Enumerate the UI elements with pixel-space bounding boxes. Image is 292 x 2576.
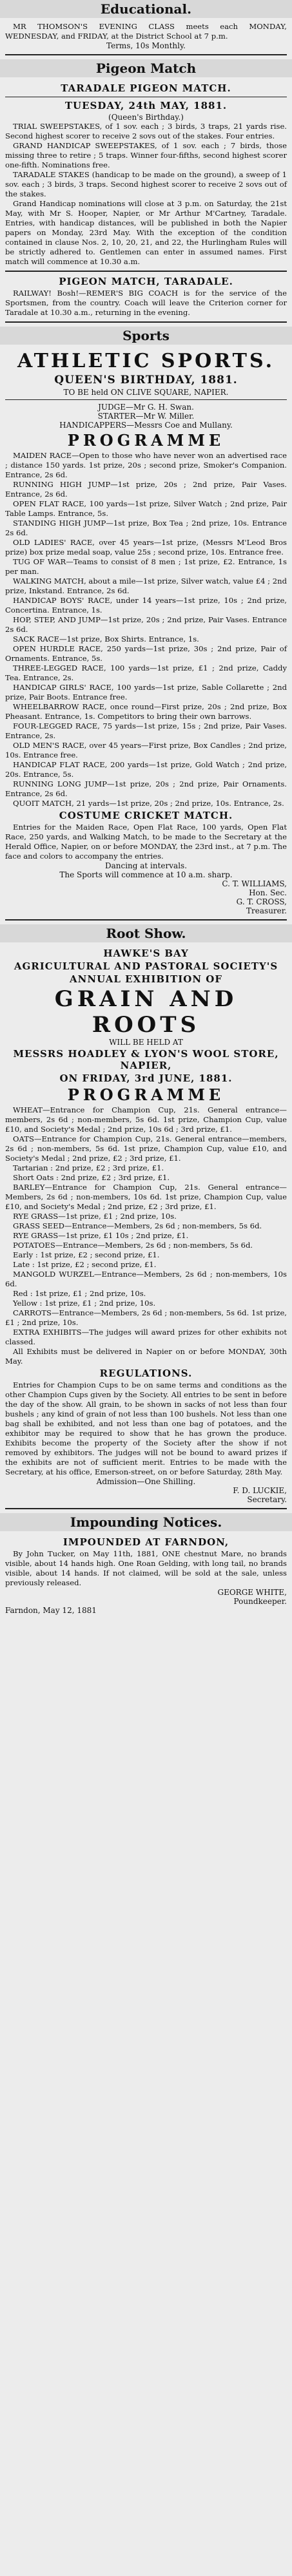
event-item: TUG OF WAR—Teams to consist of 8 men ; 1st prize, £2. Entrance, 1s per man. [5, 557, 287, 576]
class-item: OATS—Entrance for Champion Cup, 21s. General entrance—members, 2s 6d ; non-members, 5s 6d. 1st prize, Champion Cup, value £10, and Society's Medal ; 2nd prize, £2 ; 3rd prize, £1. [5, 1134, 287, 1163]
taradale-title: TARADALE PIGEON MATCH. [61, 82, 231, 94]
class-item: RYE GRASS—1st prize, £1 10s ; 2nd prize, £1. [13, 1231, 189, 1240]
impound-band: Impounding Notices. [0, 1513, 292, 1531]
pigeon-band: Pigeon Match [0, 59, 292, 77]
sig-white: GEORGE WHITE, [217, 1588, 287, 1597]
taradale-note: (Queen's Birthday.) [108, 113, 184, 122]
athletic-held: TO BE held ON CLIVE SQUARE, NAPIER. [63, 388, 229, 397]
commence: The Sports will commence at 10 a.m. sharp. [59, 870, 233, 879]
event-item: HANDICAP FLAT RACE, 200 yards—1st prize, Gold Watch ; 2nd prize, 20s. Entrance, 5s. [5, 760, 287, 779]
grand-handicap: GRAND HANDICAP SWEEPSTAKES, of 1 sov. each ; 7 birds, those missing three to retire ; 5 traps. Winner four-fifths, second highest scorer one-fifth. Nominations free. [5, 141, 287, 169]
class-item: Yellow : 1st prize, £1 ; 2nd prize, 10s. [13, 1299, 156, 1308]
event-item: RUNNING LONG JUMP—1st prize, 20s ; 2nd prize, Pair Ornaments. Entrance, 2s 6d. [5, 779, 287, 798]
starter: STARTER—Mr W. Miller. [97, 412, 195, 421]
event-item: FOUR-LEGGED RACE, 75 yards—1st prize, 15s ; 2nd prize, Pair Vases. Entrance, 2s. [5, 721, 287, 740]
event-item: OLD LADIES' RACE, over 45 years—1st prize, (Messrs M'Leod Bros prize) box prize medal soap, value 25s ; second prize, 10s. Entrance free. [5, 538, 287, 557]
class-item: POTATOES—Entrance—Members, 2s 6d ; non-members, 5s 6d. [13, 1241, 253, 1250]
class-item: BARLEY—Entrance for Champion Cup, 21s. General entrance—Members, 2s 6d ; non-members, 10s 6d. 1st prize, Champion Cup, value £10, and Society's Medal ; 2nd prize, £2 ; 3rd prize, £1. [5, 1183, 287, 1211]
sig-williams: C. T. WILLIAMS, [222, 879, 287, 888]
class-item: Late : 1st prize, £2 ; second prize, £1. [13, 1260, 157, 1269]
educational-band: Educational. [0, 0, 292, 18]
taradale-date: TUESDAY, 24th MAY, 1881. [64, 100, 228, 111]
sig-cross: G. T. CROSS, [236, 897, 287, 906]
class-item: WHEAT—Entrance for Champion Cup, 21s. General entrance—members, 2s 6d ; non-members, 5s 6d. 1st prize, Champion Cup, value £10, and Society's Medal ; 2nd prize, 10s 6d ; 3rd prize, £1. [5, 1105, 287, 1134]
event-item: WHEELBARROW RACE, once round—First prize, 20s ; 2nd prize, Box Pheasant. Entrance, 1s. Competitors to bring their own barrows. [5, 702, 287, 721]
event-item: THREE-LEGGED RACE, 100 yards—1st prize, £1 ; 2nd prize, Caddy Tea. Entrance, 2s. [5, 663, 287, 682]
event-item: WALKING MATCH, about a mile—1st prize, Silver watch, value £4 ; 2nd prize, Inkstand. Entrance, 2s 6d. [5, 577, 287, 595]
dancing: Dancing at intervals. [104, 861, 188, 870]
event-item: HANDICAP BOYS' RACE, under 14 years—1st prize, 10s ; 2nd prize, Concertina. Entrance, 1s. [5, 596, 287, 615]
class-item: All Exhibits must be delivered in Napier on or before MONDAY, 30th May. [5, 1347, 287, 1366]
class-item: Tartarian : 2nd prize, £2 ; 3rd prize, £1. [13, 1163, 164, 1172]
root-title2: AGRICULTURAL AND PASTORAL SOCIETY'S [14, 960, 278, 972]
root-title1: HAWKE'S BAY [103, 948, 189, 959]
event-item: MAIDEN RACE—Open to those who have never won an advertised race ; distance 150 yards. 1st prize, 20s ; second prize, Smoker's Companion. Entrance, 2s 6d. [5, 451, 287, 479]
pigeon-taradale-title: PIGEON MATCH, TARADALE. [59, 276, 233, 287]
event-item: SACK RACE—1st prize, Box Shirts. Entrance, 1s. [13, 634, 199, 644]
trial-sweepstakes: TRIAL SWEEPSTAKES, of 1 sov. each ; 3 birds, 3 traps, 21 yards rise. Second highest scorer to receive 2 sovs out of the stakes. Four entries. [5, 122, 287, 140]
evening-class-text: MR THOMSON'S EVENING CLASS meets each MONDAY, WEDNESDAY, and FRIDAY, at the District School at 7 p.m. [5, 22, 287, 41]
sports-band: Sports [0, 327, 292, 345]
regs-text: Entries for Champion Cups to be on same terms and conditions as the other Champion Cups given by the Society. All entries to be sent in before the day of the show. All grain, to be shown in sacks of not less than four bushels ; any kind of grain of not less than 100 bushels. Not less than one bag shall be exhibited, and not less than one bag of potatoes, and the exhibitor may be required to show that he has grown the produce. Exhibits become the property of the Society after the show if not removed by exhibitors. The judges will not be bound to award prizes if the exhibits are not of sufficient merit. Entries to be made with the Secretary, at his office, Emerson-street, on or before Saturday, 28th May. [5, 1380, 287, 1476]
athletic-programme: PROGRAMME [67, 431, 225, 450]
coach-text: RAILWAY! Bosh!—REMER'S BIG COACH is for the service of the Sportsmen, from the country. Coach will leave the Criterion corner for Taradale at 10.30 a.m., returning in the evening. [5, 289, 287, 317]
class-item: Red : 1st prize, £1 ; 2nd prize, 10s. [13, 1289, 146, 1298]
sig-cross-role: Treasurer. [246, 906, 287, 915]
root-band: Root Show. [0, 924, 292, 942]
event-item: HANDICAP GIRLS' RACE, 100 yards—1st prize, Sable Collarette ; 2nd prize, Pair Boots. Entrance free. [5, 683, 287, 701]
admission: Admission—One Shilling. [96, 1477, 196, 1486]
class-list [5, 1105, 287, 1366]
sig-williams-role: Hon. Sec. [249, 888, 287, 897]
costume-cricket: COSTUME CRICKET MATCH. [59, 810, 233, 821]
event-item: QUOIT MATCH, 21 yards—1st prize, 20s ; 2nd prize, 10s. Entrance, 2s. [13, 799, 284, 808]
sig-white-role: Poundkeeper. [233, 1597, 287, 1606]
root-title3: ANNUAL EXHIBITION OF [70, 973, 222, 985]
root-date: ON FRIDAY, 3rd JUNE, 1881. [59, 1073, 233, 1084]
impound-title: IMPOUNDED AT FARNDON, [63, 1536, 229, 1548]
class-item: MANGOLD WURZEL—Entrance—Members, 2s 6d ; non-members, 10s 6d. [5, 1270, 287, 1288]
root-programme: PROGRAMME [67, 1085, 225, 1104]
class-item: CARROTS—Entrance—Members, 2s 6d ; non-members, 5s 6d. 1st prize, £1 ; 2nd prize, 10s. [5, 1308, 287, 1327]
class-item: Early : 1st prize, £2 ; second prize, £1. [13, 1250, 160, 1259]
taradale-stakes: TARADALE STAKES (handicap to be made on the ground), a sweep of 1 sov. each ; 3 birds, 3 traps. Second highest scorer to receive 2 sovs out of the stakes. [5, 170, 287, 198]
event-item: HOP, STEP, AND JUMP—1st prize, 20s ; 2nd prize, Pair Vases. Entrance 2s 6d. [5, 615, 287, 634]
class-item: EXTRA EXHIBITS—The judges will award prizes for other exhibits not classed. [5, 1328, 287, 1346]
event-item: STANDING HIGH JUMP—1st prize, Box Tea ; 2nd prize, 10s. Entrance 2s 6d. [5, 519, 287, 537]
athletic-title: ATHLETIC SPORTS. [17, 350, 275, 372]
root-held: WILL BE HELD AT [109, 1038, 183, 1047]
event-item: RUNNING HIGH JUMP—1st prize, 20s ; 2nd prize, Pair Vases. Entrance, 2s 6d. [5, 480, 287, 499]
taradale-entries: Grand Handicap nominations will close at 3 p.m. on Saturday, the 21st May, with Mr S. Hooper, Napier, or Mr Arthur M'Cartney, Taradale. Entries, with handicap distances, will be published in both the Napier papers on Monday, 23rd May. With the exception of the condition contained in clause Nos. 2, 10, 20, 21, and 22, the Hurlingham Rules will be strictly adhered to. Gentlemen can enter in assumed names. First match will commence at 10.30 a.m. [5, 199, 287, 266]
judge: JUDGE—Mr G. H. Swan. [98, 403, 194, 412]
sig-luckie: F. D. LUCKIE, [233, 1486, 287, 1495]
event-item: OPEN HURDLE RACE, 250 yards—1st prize, 30s ; 2nd prize, Pair of Ornaments. Entrance, 5s. [5, 644, 287, 663]
class-item: RYE GRASS—1st prize, £1 ; 2nd prize, 10s. [13, 1212, 177, 1221]
class-item: GRASS SEED—Entrance—Members, 2s 6d ; non-members, 5s 6d. [13, 1221, 262, 1230]
event-list [5, 451, 287, 808]
event-item: OPEN FLAT RACE, 100 yards—1st prize, Silver Watch ; 2nd prize, Pair Table Lamps. Entrance, 5s. [5, 499, 287, 518]
impound-text: By John Tucker, on May 11th, 1881, ONE chestnut Mare, no brands visible, about 14 hands high. One Roan Gelding, with long tail, no brands visible, about 14 hands. If not claimed, will be sold at the sale, unless previously released. [5, 1549, 287, 1587]
impound-date: Farndon, May 12, 1881 [5, 1606, 97, 1615]
class-item: Short Oats : 2nd prize, £2 ; 3rd prize, £1. [13, 1173, 170, 1182]
athletic-date: QUEEN'S BIRTHDAY, 1881. [54, 374, 238, 386]
sig-luckie-role: Secretary. [247, 1495, 287, 1504]
grain-roots: GRAIN AND ROOTS [54, 986, 238, 1038]
athletic-footer: Entries for the Maiden Race, Open Flat Race, 100 yards, Open Flat Race, 250 yards, and Walking Match, to be made to the Secretary at the Herald Office, Napier, on or before MONDAY, the 23rd inst., at 7 p.m. The face and colors to accompany the entries. [5, 823, 287, 861]
handicappers: HANDICAPPERS—Messrs Coe and Mullany. [59, 421, 233, 430]
root-venue: MESSRS HOADLEY & LYON'S WOOL STORE, NAPIER, [13, 1048, 279, 1071]
terms: Terms, 10s Monthly. [106, 41, 186, 50]
event-item: OLD MEN'S RACE, over 45 years—First prize, Box Candles ; 2nd prize, 10s. Entrance free. [5, 741, 287, 759]
regulations: REGULATIONS. [99, 1368, 193, 1379]
